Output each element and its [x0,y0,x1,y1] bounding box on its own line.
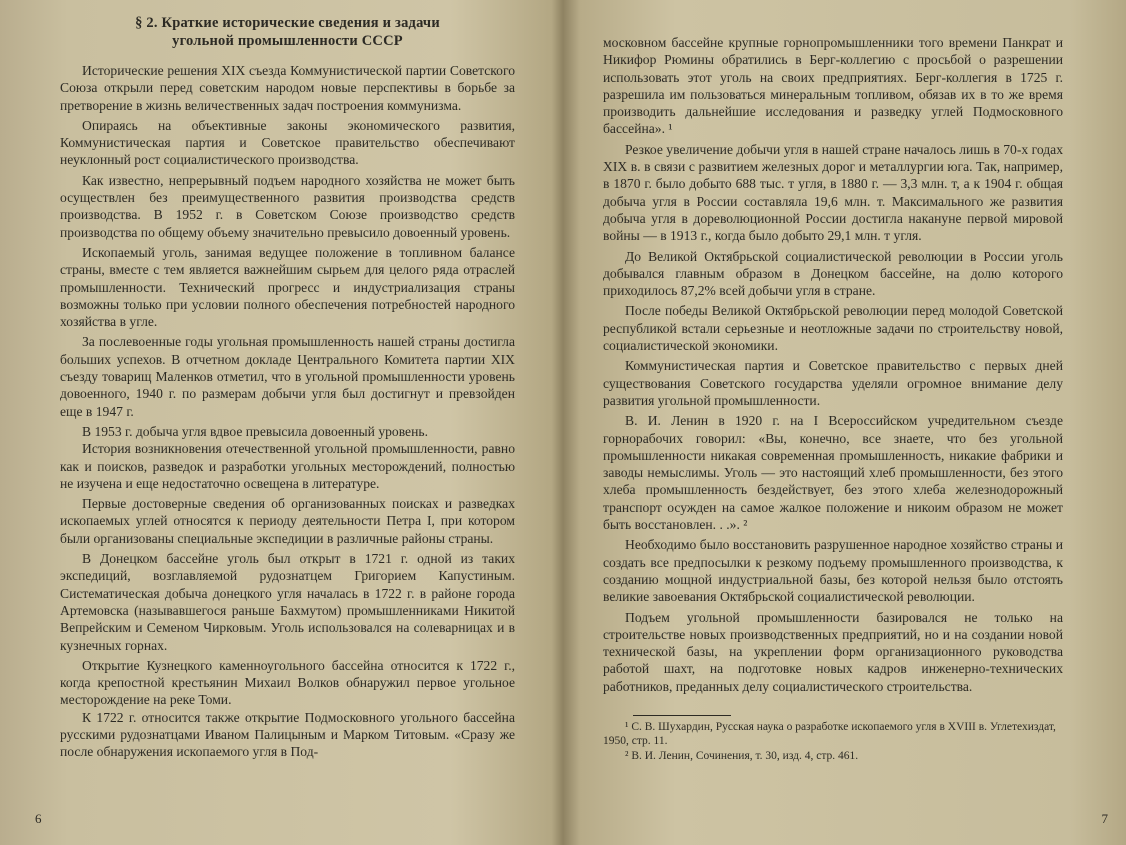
section-heading-line-2: угольной промышленности СССР [172,33,403,49]
right-page [563,0,1126,845]
paragraph: Резкое увеличение добычи угля в нашей стране началось лишь в 70-х годах XIX в. в связи с развитием железных дорог и металлургии юга. Так, например, в 1870 г. было добыто 688 тыс. т угля, в 1880 г. — 3,3 млн. т, а к 1904 г. общая добыча угля в России составляла 19,6 млн. т. Максимального же развития добыча угля в дореволюционной России достигла накануне первой мировой войны — в 1913 г., когда было добыто 29,1 млн. т угля. [603,141,1063,244]
paragraph: Как известно, непрерывный подъем народного хозяйства не может быть осуществлен без преимущественного развития производства средств производства. В 1952 г. в Советском Союзе производство средств производства по общему объему значительно превысило довоенный уровень. [60,172,515,240]
paragraph: К 1722 г. относится также открытие Подмосковного угольного бассейна русскими рудознатцами Иваном Палицыным и Марком Титовым. «Сразу же после обнаружения ископаемого угля в Под- [60,709,515,760]
footnote: ² В. И. Ленин, Сочинения, т. 30, изд. 4, стр. 461. [625,749,859,762]
page-number: 6 [35,810,42,826]
paragraph: История возникновения отечественной угольной промышленности, равно как и поисков, разведок и разработки угольных месторождений, полностью не изучена и еще недостаточно освещена в литературе. [60,441,515,491]
section-heading-line-1: § 2. Краткие исторические сведения и задачи [135,15,440,31]
paragraph: московном бассейне крупные горнопромышленники того времени Панкрат и Никифор Рюмины обратились в Берг-коллегию с просьбой о разрешении использовать этот уголь на своих предприятиях. Берг-коллегия в 1725 г. разрешила им пользоваться минеральным топливом, обязав их в то же время производить дальнейшие исследования и разведку углей Подмосковного бассейна». ¹ [603,35,1063,137]
right-page-text-column [603,34,1063,763]
paragraph: Коммунистическая партия и Советское правительство с первых дней существования Советского государства уделяли огромное внимание делу развития угольной промышленности. [603,358,1063,408]
paragraph: Открытие Кузнецкого каменноугольного бассейна относится к 1722 г., когда крепостной крестьянин Михаил Волков обнаружил первое угольное месторождение на реке Томи. [60,657,515,708]
footnote-divider [633,715,731,716]
paragraph: Необходимо было восстановить разрушенное народное хозяйство страны и создать все предпосылки к резкому подъему промышленного производства, к созданию мощной индустриальной базы, без которой нельзя было отстоять великие завоевания Октябрьской социалистической революции. [603,537,1063,605]
paragraph: За послевоенные годы угольная промышленность нашей страны достигла больших успехов. В отчетном докладе Центрального Комитета партии XIX съезду товарищ Маленков отметил, что в угольной промышленности уровень довоенного, 1940 г. по размерам добычи угля был достигнут и превзойден еще в 1947 г. [60,334,515,419]
paragraph: Первые достоверные сведения об организованных поисках и разведках ископаемых углей относятся к периоду деятельности Петра I, при котором были организованы специальные экспедиции в различные районы страны. [60,496,515,546]
paragraph: В Донецком бассейне уголь был открыт в 1721 г. одной из таких экспедиций, возглавляемой рудознатцем Григорием Капустиным. Систематическая добыча донецкого угля началась в 1722 г. в районе города Артемовска (называвшегося раньше Бахмутом) промышленниками Никитой Вепрейским и Семеном Чирковым. Уголь использовался на солеварницах и в кузнечных горнах. [60,551,515,653]
left-page-text-column [60,10,515,761]
paragraph: До Великой Октябрьской социалистической революции в России уголь добывался главным образом в Донецком бассейне, на долю которого приходилось 87,2% всей добычи угля в стране. [603,248,1063,299]
paragraph: В. И. Ленин в 1920 г. на I Всероссийском учредительном съезде горнорабочих говорил: «Вы, конечно, все знаете, что без угольной промышленности никакая современная промышленность, никакие фабрики и заводы немыслимы. Уголь — это настоящий хлеб промышленности, без этого хлеба промышленность бездействует, без этого хлеба железнодорожный транспорт осужден на самое жалкое положение и никоим образом не может быть восстановлен. . .». ² [603,413,1063,533]
paragraph: Ископаемый уголь, занимая ведущее положение в топливном балансе страны, вместе с тем является важнейшим сырьем для целого ряда отраслей промышленности. Технический прогресс и индустриализация страны возможны только при условии полного обеспечения потребностей народного хозяйства в угле. [60,244,515,330]
paragraph: Исторические решения XIX съезда Коммунистической партии Советского Союза открыли перед советским народом новые перспективы в борьбе за претворение в жизнь величественных задач построения коммунизма. [60,63,515,113]
paragraph: Опираясь на объективные законы экономического развития, Коммунистическая партия и Советское правительство обеспечивают неуклонный рост социалистического производства. [60,117,515,168]
paragraph: В 1953 г. добыча угля вдвое превысила довоенный уровень. [82,423,428,439]
section-heading [60,14,515,50]
footnote: ¹ С. В. Шухардин, Русская наука о разработке ископаемого угля в XVIII в. Углетехиздат, 1950, стр. 11. [603,720,1056,748]
paragraph: Подъем угольной промышленности базировался не только на строительстве новых производственных предприятий, но и на создании новой технической базы, на укреплении форм организационного руководства работой шахт, на подготовке новых кадров инженерно-технических работников, преданных делу социалистического строительства. [603,609,1063,694]
paragraph: После победы Великой Октябрьской революции перед молодой Советской республикой встали серьезные и неотложные задачи по строительству новой, социалистической экономики. [603,303,1063,354]
page-number: 7 [1101,810,1108,826]
